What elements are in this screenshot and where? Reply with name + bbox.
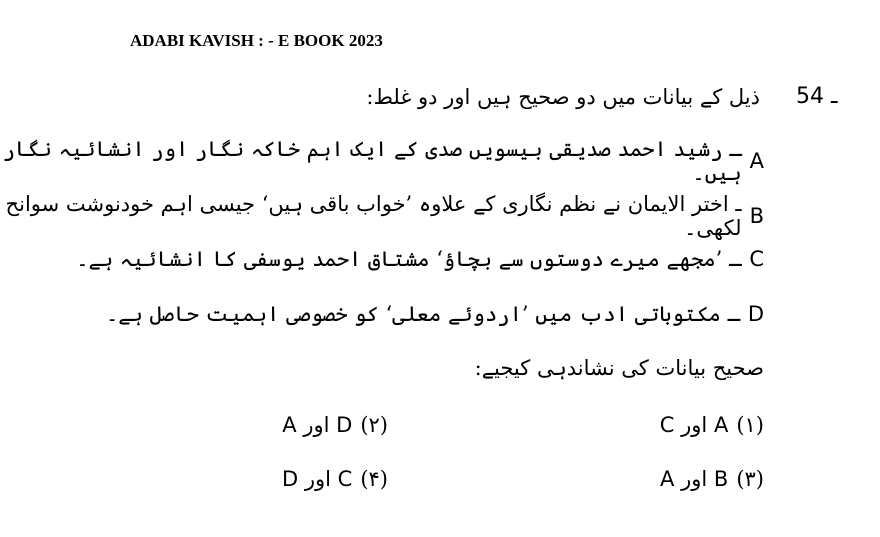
statement-text: ـ رشید احمد صدیقی بیسویں صدی کے ایک اہم خاکہ نگار اور انشائیہ نگار ہیں۔ bbox=[2, 137, 742, 185]
statement-b bbox=[0, 192, 764, 240]
question-number: 54 ـ bbox=[796, 84, 838, 109]
option-3[interactable] bbox=[660, 467, 764, 491]
statement-letter: B bbox=[749, 204, 764, 228]
statement-letter: C bbox=[749, 247, 764, 271]
option-number: (۲) bbox=[360, 413, 388, 437]
option-text: C اور D bbox=[282, 467, 353, 491]
statement-text: ـ اختر الایمان نے نظم نگاری کے علاوہ ’خواب باقی ہیں‘ جیسی اہم خودنوشت سوانح لکھی۔ bbox=[5, 192, 742, 240]
statement-d bbox=[106, 302, 764, 326]
question-stem: ذیل کے بیانات میں دو صحیح ہیں اور دو غلط: bbox=[366, 85, 760, 109]
option-number: (۱) bbox=[736, 413, 764, 437]
statement-text: ـ مکتوباتی ادب میں ’اردوئے معلی‘ کو خصوصی اہمیت حاصل ہے۔ bbox=[106, 302, 740, 326]
option-text: D اور A bbox=[282, 413, 353, 437]
option-number: (۳) bbox=[736, 467, 764, 491]
option-1[interactable] bbox=[660, 413, 764, 437]
document-header: ADABI KAVISH : - E BOOK 2023 bbox=[130, 31, 383, 50]
option-4[interactable] bbox=[282, 467, 388, 491]
statement-text: ـ ’مجھے میرے دوستوں سے بچاؤ‘ مشتاق احمد یوسفی کا انشائیہ ہے۔ bbox=[76, 247, 742, 271]
option-text: A اور C bbox=[659, 413, 729, 437]
option-2[interactable] bbox=[282, 413, 388, 437]
instruction-text: صحیح بیانات کی نشاندہی کیجیے: bbox=[474, 356, 764, 380]
option-text: B اور A bbox=[660, 467, 729, 491]
statement-letter: D bbox=[747, 302, 764, 326]
statement-a bbox=[0, 137, 764, 185]
option-number: (۴) bbox=[360, 467, 388, 491]
statement-c bbox=[76, 247, 764, 271]
statement-letter: A bbox=[749, 149, 764, 173]
